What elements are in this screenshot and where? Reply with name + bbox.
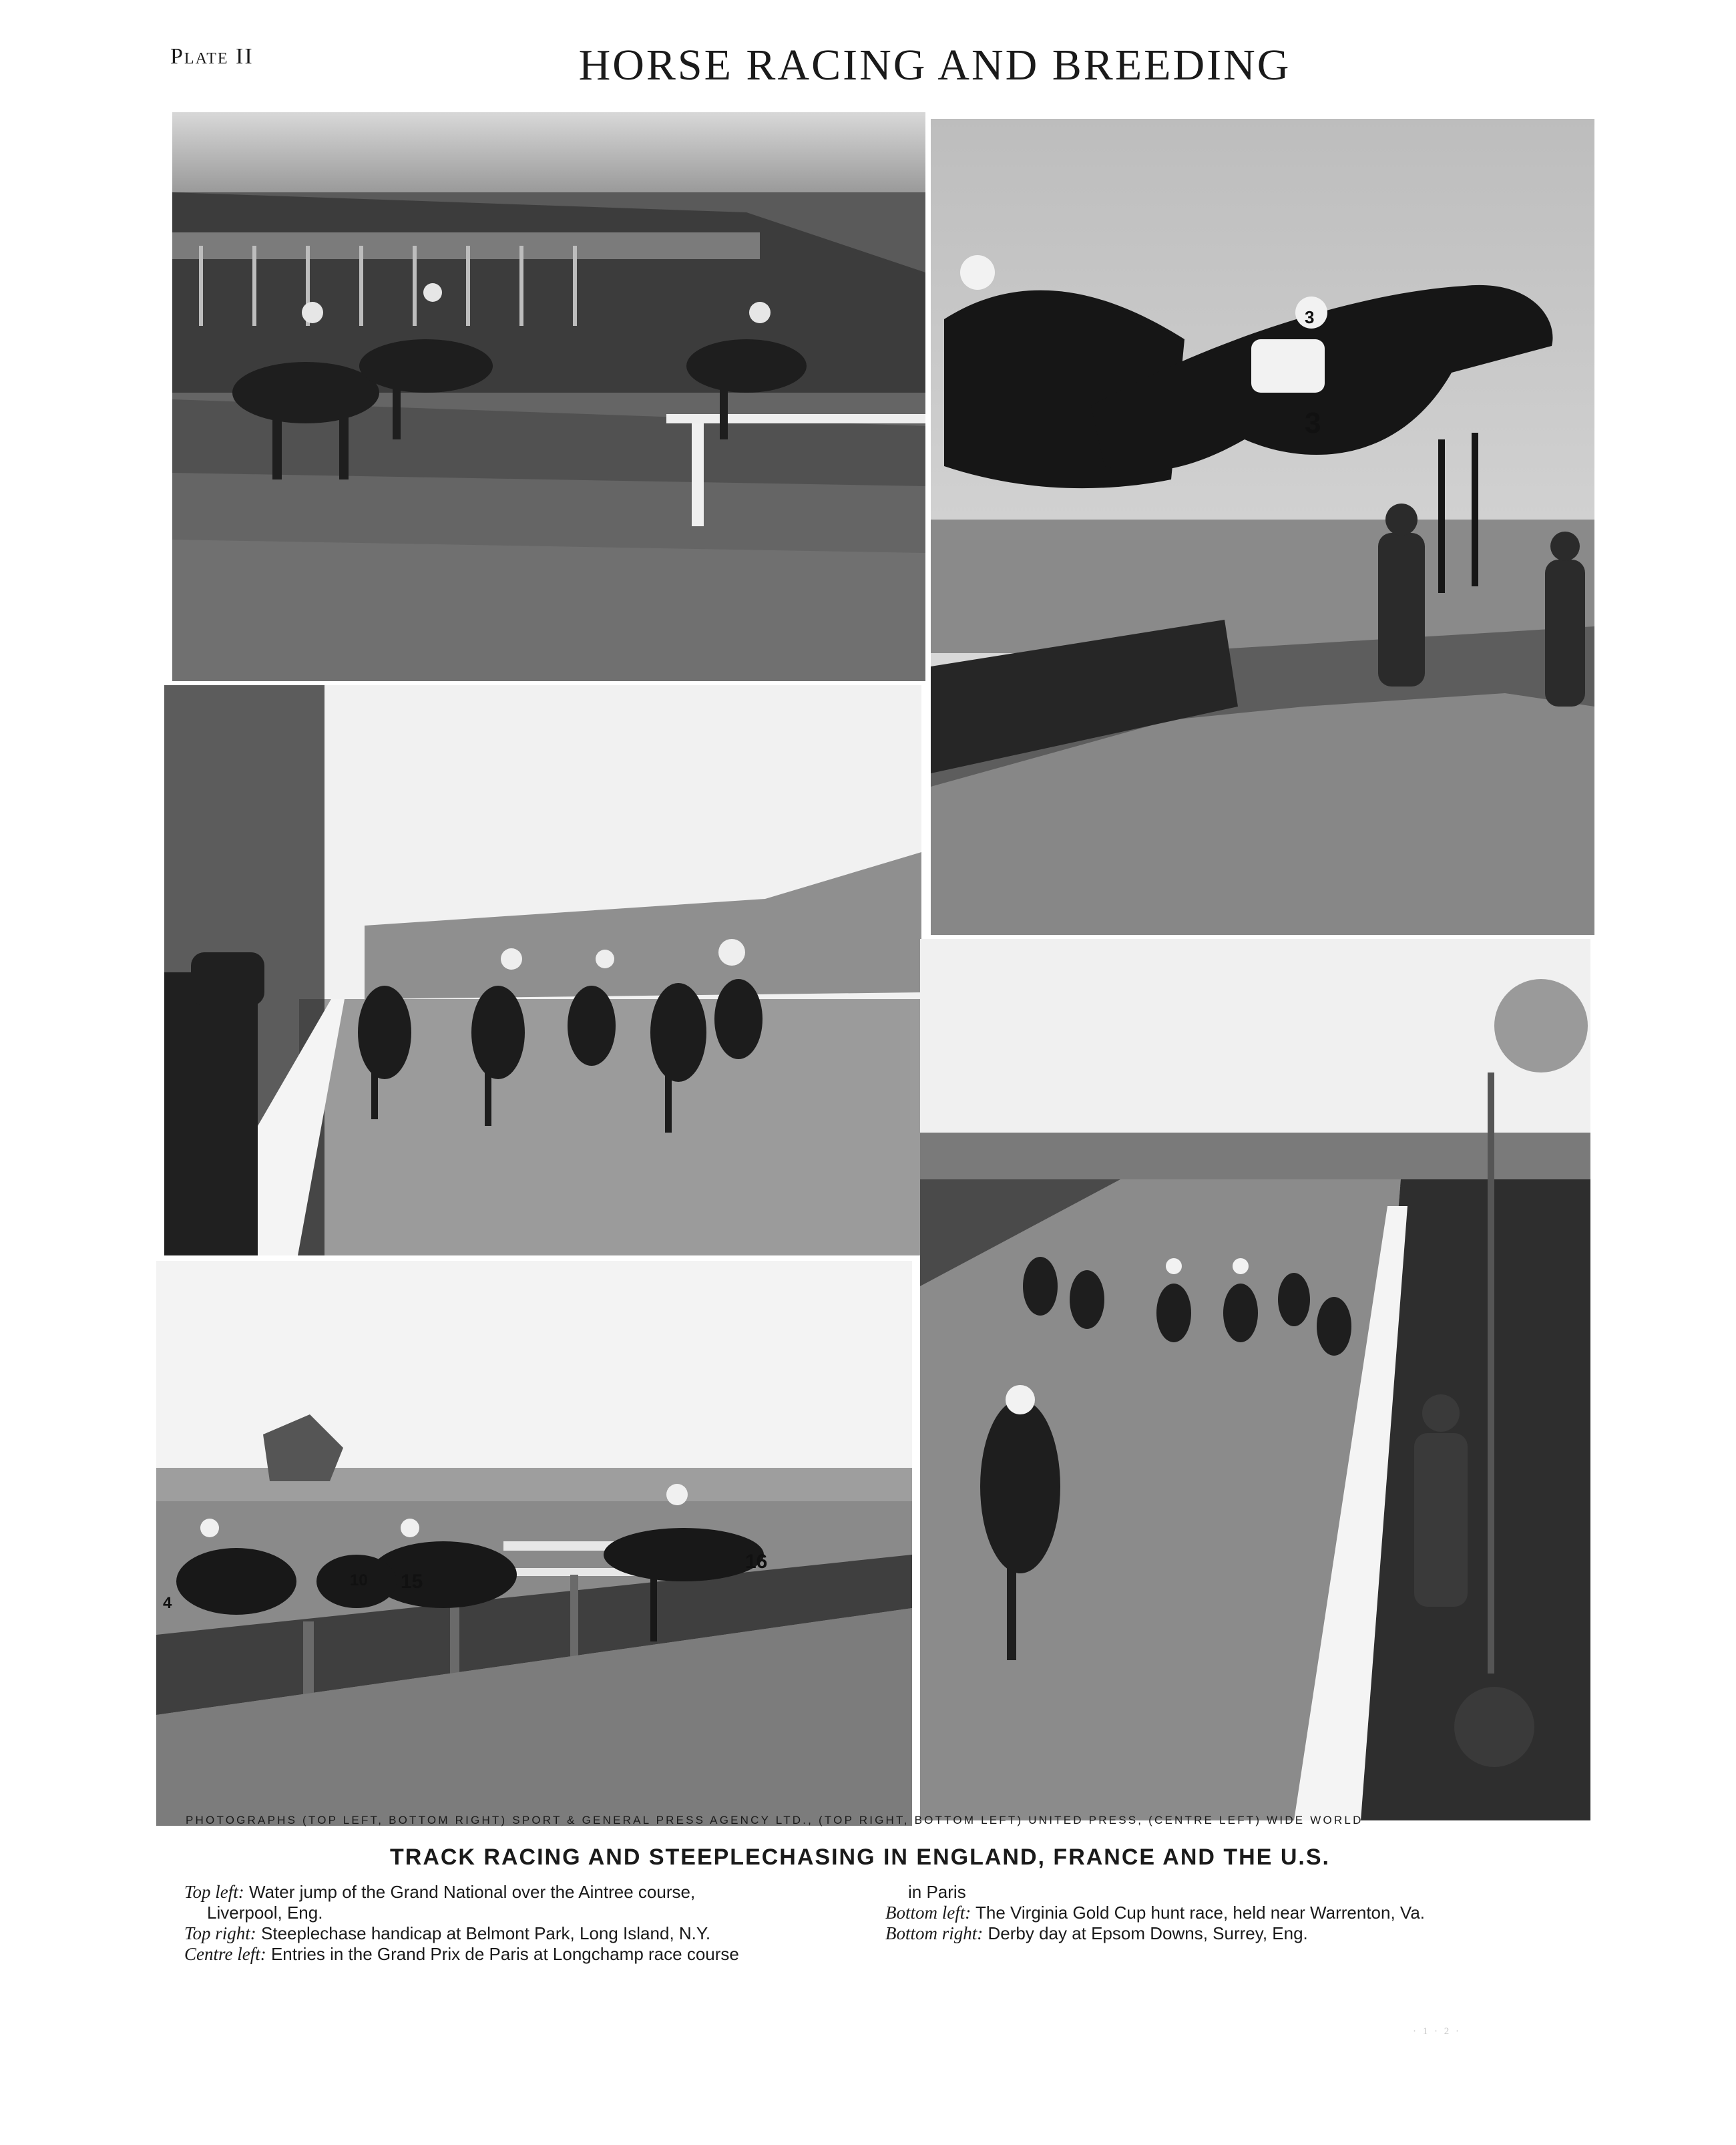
faint-page-mark: · 1 · 2 · <box>1413 2026 1461 2037</box>
photo-bottom-left <box>156 1261 912 1826</box>
caption-text: Derby day at Epsom Downs, Surrey, Eng. <box>988 1923 1308 1943</box>
photo-bottom-right <box>920 939 1590 1820</box>
caption-title: TRACK RACING AND STEEPLECHASING IN ENGLAND, FRANCE AND THE U.S. <box>390 1844 1330 1870</box>
photo-top-left <box>172 112 925 681</box>
epsom-derby-image <box>920 939 1590 1820</box>
caption-top-left-continued: Liverpool, Eng. <box>207 1903 323 1923</box>
belmont-park-steeplechase-image <box>931 119 1594 935</box>
caption-centre-left <box>184 1944 879 1965</box>
saddle-cloth-4: 4 <box>163 1594 172 1612</box>
white-post <box>692 419 704 526</box>
caption-centre-left-continued: in Paris <box>908 1882 966 1902</box>
captions-left-column <box>184 1882 879 1965</box>
caption-label: Top left: <box>184 1882 244 1902</box>
caption-top-left <box>184 1882 879 1903</box>
caption-bottom-right <box>885 1923 1553 1944</box>
photo-credits: PHOTOGRAPHS (TOP LEFT, BOTTOM RIGHT) SPORT & GENERAL PRESS AGENCY LTD., (TOP RIGHT, BOTTOM LEFT) UNITED PRESS, (CENTRE LEFT) WIDE WORLD <box>186 1814 1363 1826</box>
jockey-cap-number: 3 <box>1305 307 1315 327</box>
caption-top-right <box>184 1923 879 1944</box>
crowd-figures <box>164 952 264 1255</box>
grand-national-water-jump-image <box>172 112 925 681</box>
photo-top-right <box>931 119 1594 935</box>
caption-text: Water jump of the Grand National over the Aintree course, <box>249 1882 696 1902</box>
plate-label: Plate II <box>170 44 254 69</box>
saddle-cloth-16: 16 <box>745 1551 768 1573</box>
caption-bottom-left <box>885 1903 1553 1923</box>
caption-label: Top right: <box>184 1923 256 1943</box>
caption-text: Entries in the Grand Prix de Paris at Longchamp race course <box>270 1944 739 1964</box>
grand-prix-de-paris-image <box>164 685 921 1255</box>
caption-label: Centre left: <box>184 1944 266 1964</box>
caption-label: Bottom right: <box>885 1923 984 1943</box>
saddle-cloth-15: 15 <box>401 1571 423 1593</box>
captions-right-column <box>885 1882 1553 1944</box>
winning-post-disc <box>1494 979 1588 1072</box>
photo-centre-left <box>164 685 921 1255</box>
caption-text: Steeplechase handicap at Belmont Park, Long Island, N.Y. <box>261 1923 711 1943</box>
caption-text: The Virginia Gold Cup hunt race, held near Warrenton, Va. <box>975 1903 1426 1923</box>
saddle-cloth-number: 3 <box>1305 407 1321 439</box>
virginia-gold-cup-image <box>156 1261 912 1826</box>
pole <box>198 685 210 992</box>
page-title: HORSE RACING AND BREEDING <box>578 41 1291 89</box>
caption-label: Bottom left: <box>885 1903 971 1923</box>
saddle-cloth-10: 10 <box>350 1571 368 1589</box>
